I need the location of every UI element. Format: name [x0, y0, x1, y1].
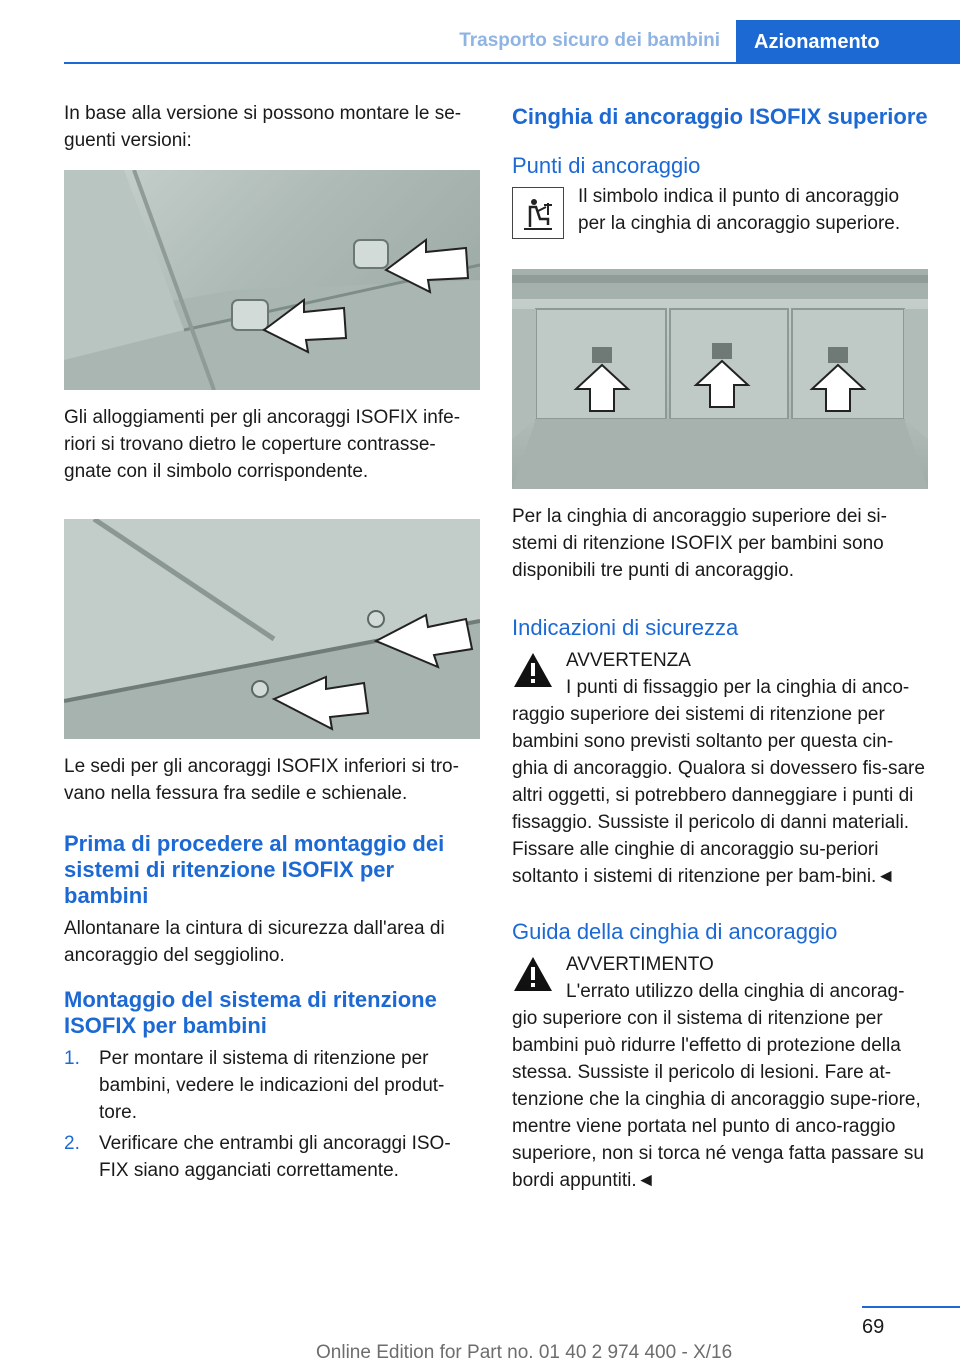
warning-body-2: L'errato utilizzo della cinghia di ancorag-gio superiore con il sistema di ritenzione per bambini può ridurre l'effetto di protezione della stessa. Sussiste il pericolo di lesioni. Fare at-tenzione che la cinghia di ancoraggio supe-riore, mentre viene portata nel punto di anco-raggio superiore, non si torca né venga fatta passare su bordi appuntiti.◄: [512, 981, 924, 1191]
heading-before-mounting: Prima di procedere al montaggio dei sistemi di ritenzione ISOFIX per bambini: [64, 831, 445, 908]
heading-top-tether: Cinghia di ancoraggio ISOFIX superiore: [512, 104, 928, 129]
subheading-safety: Indicazioni di sicurezza: [512, 615, 739, 640]
intro-text: In base alla versione si possono montare le se-guenti versioni:: [64, 103, 462, 151]
caption-gap: Le sedi per gli ancoraggi ISOFIX inferiori si tro-vano nella fessura fra sedile e schienale.: [64, 756, 459, 804]
warning-text-1: [512, 674, 928, 890]
warning-triangle-icon: [512, 955, 554, 993]
page-header: [0, 0, 960, 64]
heading-mounting: Montaggio del sistema di ritenzione ISOFIX per bambini: [64, 987, 437, 1038]
left-column: [64, 100, 480, 1184]
para-before-mounting: Allontanare la cintura di sicurezza dall'area di ancoraggio del seggiolino.: [64, 918, 445, 966]
step-number: 2.: [64, 1133, 80, 1154]
header-rule: [64, 62, 736, 64]
symbol-row: [512, 183, 928, 239]
step-text: Per montare il sistema di ritenzione per bambini, vedere le indicazioni del produt-tore.: [99, 1048, 445, 1123]
step-text: Verificare che entrambi gli ancoraggi ISO-FIX siano agganciati correttamente.: [99, 1133, 451, 1181]
trunk-illustration: [512, 269, 928, 489]
right-column: [512, 100, 928, 1194]
subheading-anchor-points: Punti di ancoraggio: [512, 153, 701, 178]
symbol-description: Il simbolo indica il punto di ancoraggio per la cinghia di ancoraggio superiore.: [578, 186, 901, 234]
seat-photo-covers: [64, 170, 480, 390]
warning-text-2: [512, 978, 928, 1194]
edition-note: Online Edition for Part no. 01 40 2 974 400 - X/16: [316, 1342, 733, 1363]
trunk-photo: [512, 269, 928, 489]
warning-block-2: [512, 951, 928, 978]
list-item: [64, 1130, 480, 1184]
isofix-symbol-icon: [512, 187, 564, 239]
caption-trunk: Per la cinghia di ancoraggio superiore dei si-stemi di ritenzione ISOFIX per bambini sono disponibili tre punti di ancoraggio.: [512, 506, 887, 581]
seat-gap-illustration: [64, 519, 480, 739]
seat-photo-gap: [64, 519, 480, 739]
subheading-tether-routing: Guida della cinghia di ancoraggio: [512, 919, 838, 944]
chapter-tab: Azionamento: [736, 20, 960, 64]
warning-label-1: AVVERTENZA: [566, 650, 691, 671]
footer-rule: [862, 1306, 960, 1308]
warning-label-2: AVVERTIMENTO: [566, 954, 714, 975]
section-title: Trasporto sicuro dei bambini: [459, 30, 720, 51]
warning-body-1: I punti di fissaggio per la cinghia di anco-raggio superiore dei sistemi di ritenzione per bambini sono previsti soltanto per questa cin-ghia di ancoraggio. Qualora si dovessero fis-sare altri oggetti, si potrebbero danneggiare i punti di fissaggio. Sussiste il pericolo di danni materiali. Fissare alle cinghie di ancoraggio su-periori soltanto i sistemi di ritenzione per bam-bini.◄: [512, 677, 925, 887]
warning-block-1: [512, 647, 928, 674]
warning-triangle-icon: [512, 651, 554, 689]
caption-covers: Gli alloggiamenti per gli ancoraggi ISOFIX infe-riori si trovano dietro le coperture contrasse-gnate con il simbolo corrispondente.: [64, 407, 461, 482]
list-item: [64, 1045, 480, 1126]
step-number: 1.: [64, 1048, 80, 1069]
page-footer: [0, 1306, 960, 1362]
mounting-steps: [64, 1045, 480, 1184]
seat-covers-illustration: [64, 170, 480, 390]
page-number: 69: [862, 1316, 885, 1338]
